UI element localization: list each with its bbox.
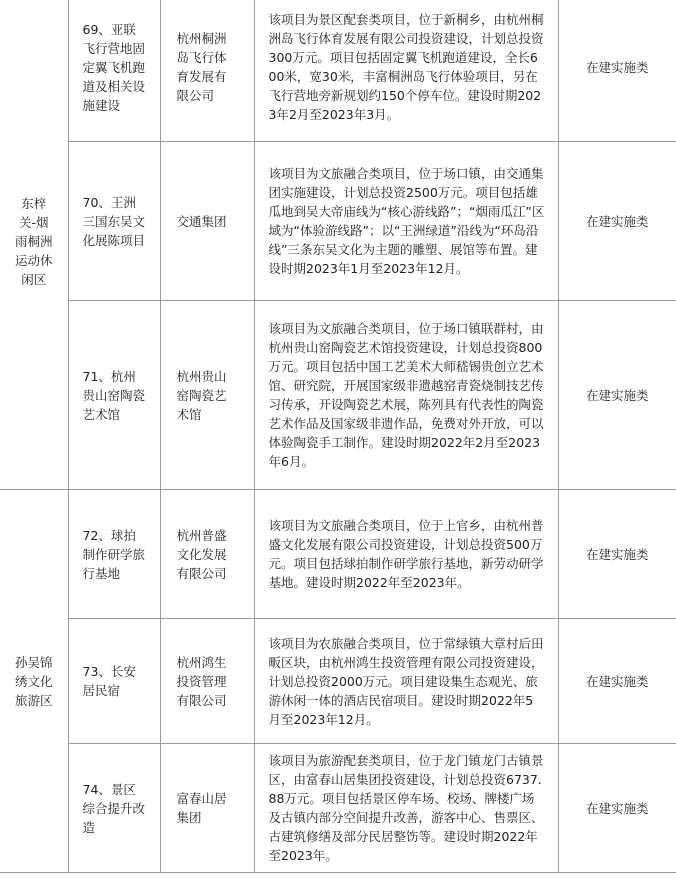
company-cell: 交通集团 — [160, 142, 254, 301]
project-name-cell: 70、王洲三国东吴文化展陈项目 — [68, 142, 160, 301]
project-name-cell: 69、亚联飞行营地固定翼飞机跑道及相关设施建设 — [68, 0, 160, 142]
description-cell: 该项目为景区配套类项目，位于新桐乡，由杭州桐洲岛飞行体育发展有限公司投资建设，计划总投资300万元。项目包括固定翼飞机跑道建设，全长600米，宽30米，丰富桐洲岛飞行体验项目，另在飞行营地旁新规划约150个停车位。建设时期2023年2月至2023年3月。 — [254, 0, 558, 142]
company-cell: 杭州桐洲岛飞行体育发展有限公司 — [160, 0, 254, 142]
company-cell: 杭州普盛文化发展有限公司 — [160, 490, 254, 619]
company-cell: 杭州贵山窑陶瓷艺术馆 — [160, 301, 254, 490]
project-name-cell: 72、球拍制作研学旅行基地 — [68, 490, 160, 619]
status-cell: 在建实施类 — [558, 490, 676, 619]
company-cell: 富春山居集团 — [160, 744, 254, 873]
table-row — [0, 619, 676, 744]
status-cell: 在建实施类 — [558, 744, 676, 873]
status-cell: 在建实施类 — [558, 0, 676, 142]
project-name-cell: 71、杭州贵山窑陶瓷艺术馆 — [68, 301, 160, 490]
status-cell: 在建实施类 — [558, 142, 676, 301]
status-cell: 在建实施类 — [558, 619, 676, 744]
region-cell: 东梓关-烟雨桐洲运动休闲区 — [0, 0, 68, 490]
description-cell: 该项目为文旅融合类项目，位于场口镇联群村，由杭州贵山窑陶瓷艺术馆投资建设，计划总投资800万元。项目包括中国工艺美术大师嵇锡贵创立艺术馆、研究院，开展国家级非遗越窑青瓷烧制技艺传习传承，开设陶瓷艺术展，陈列具有代表性的陶瓷艺术作品及国家级非遗作品，免费对外开放，可以体验陶瓷手工制作。建设时期2022年2月至2023年6月。 — [254, 301, 558, 490]
table-row — [0, 0, 676, 142]
company-cell: 杭州鸿生投资管理有限公司 — [160, 619, 254, 744]
project-name-cell: 74、景区综合提升改造 — [68, 744, 160, 873]
table-row — [0, 490, 676, 619]
description-cell: 该项目为文旅融合类项目，位于场口镇，由交通集团实施建设，计划总投资2500万元。项目包括雄瓜地到吴大帝庙线为“核心游线路”；“烟雨瓜江”区域为“体验游线路”；以“王洲绿道”沿线为“环岛沿线”三条东吴文化为主题的雕塑、展馆等布置。建设时期2023年1月至2023年12月。 — [254, 142, 558, 301]
description-cell: 该项目为旅游配套类项目，位于龙门镇龙门古镇景区，由富春山居集团投资建设，计划总投资6737.88万元。项目包括景区停车场、校场、牌楼广场及古镇内部分空间提升改善，游客中心、售票区、古建筑修缮及部分民居整饬等。建设时期2022年至2023年。 — [254, 744, 558, 873]
table-row — [0, 744, 676, 873]
region-cell: 孙吴锦绣文化旅游区 — [0, 490, 68, 873]
status-cell: 在建实施类 — [558, 301, 676, 490]
description-cell: 该项目为农旅融合类项目，位于常绿镇大章村后田畈区块，由杭州鸿生投资管理有限公司投资建设，计划总投资2000万元。项目建设集生态观光、旅游休闲一体的酒店民宿项目。建设时期2022年5月至2023年12月。 — [254, 619, 558, 744]
table-row — [0, 142, 676, 301]
table-row — [0, 301, 676, 490]
description-cell: 该项目为文旅融合类项目，位于上官乡，由杭州普盛文化发展有限公司投资建设，计划总投资500万元。项目包括球拍制作研学旅行基地，新劳动研学基地。建设时期2022年至2023年。 — [254, 490, 558, 619]
project-name-cell: 73、长安居民宿 — [68, 619, 160, 744]
